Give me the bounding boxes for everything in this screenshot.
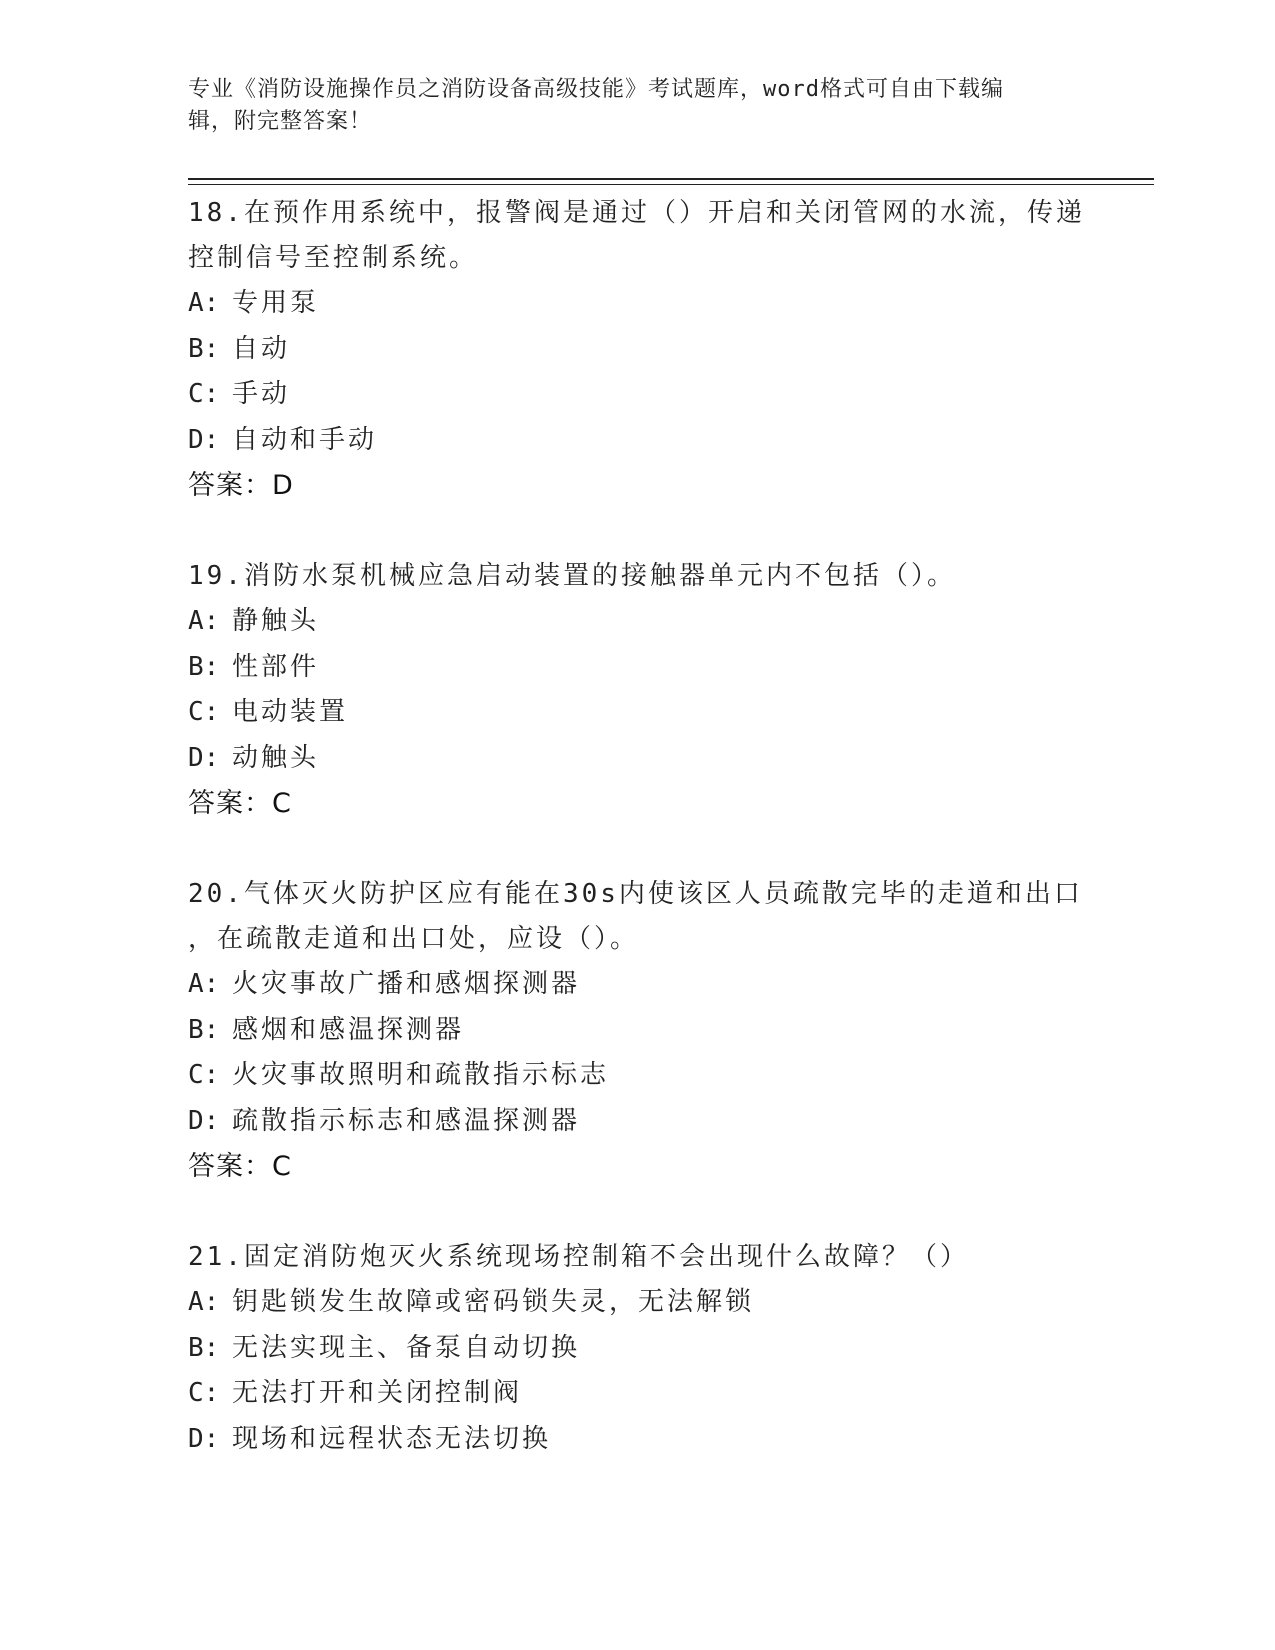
- question-stem-line: 18.在预作用系统中，报警阀是通过（）开启和关闭管网的水流，传递: [188, 198, 1085, 228]
- question-stem: [188, 191, 1088, 281]
- answer-line: 答案：D: [188, 470, 294, 501]
- option-text: 感烟和感温探测器: [232, 1014, 465, 1045]
- answer-line: 答案：C: [188, 1151, 292, 1182]
- option-key: C:: [188, 697, 220, 727]
- option-key: A:: [188, 606, 220, 636]
- option-key: B:: [188, 651, 220, 682]
- option-text: 静触头: [232, 606, 320, 636]
- option-d: [188, 418, 1088, 464]
- option-d: [188, 736, 1088, 782]
- header-rule-thick: [188, 178, 1154, 180]
- option-text: 疏散指示标志和感温探测器: [232, 1105, 581, 1136]
- option-text: 性部件: [232, 651, 320, 682]
- header-line-1: 专业《消防设施操作员之消防设备高级技能》考试题库，word格式可自由下载编: [188, 77, 1004, 102]
- question-stem-line: 控制信号至控制系统。: [188, 243, 479, 273]
- option-key: C:: [188, 1378, 220, 1408]
- option-a: [188, 281, 1088, 327]
- option-b: [188, 645, 1088, 691]
- option-d: [188, 1417, 1088, 1463]
- option-a: [188, 962, 1088, 1008]
- option-key: B:: [188, 1014, 220, 1045]
- question-stem-line: ，在疏散走道和出口处，应设（）。: [188, 924, 640, 954]
- option-c: [188, 1053, 1088, 1099]
- question-stem-line: 21.固定消防炮灭火系统现场控制箱不会出现什么故障？（）: [188, 1242, 969, 1272]
- question-stem-line: 20.气体灭火防护区应有能在30s内使该区人员疏散完毕的走道和出口: [188, 879, 1083, 909]
- option-c: [188, 1371, 1088, 1417]
- option-c: [188, 372, 1088, 418]
- option-b: [188, 327, 1088, 373]
- option-text: 手动: [232, 379, 291, 409]
- question-18: [188, 191, 1088, 508]
- option-text: 钥匙锁发生故障或密码锁失灵，无法解锁: [232, 1287, 755, 1317]
- option-key: A:: [188, 1287, 220, 1317]
- option-text: 动触头: [232, 742, 320, 773]
- option-a: [188, 599, 1088, 645]
- option-key: B:: [188, 1332, 220, 1363]
- question-stem: [188, 1235, 1088, 1280]
- option-key: D:: [188, 1105, 220, 1136]
- answer-line: 答案：C: [188, 788, 292, 819]
- question-20: [188, 872, 1088, 1189]
- option-d: [188, 1099, 1088, 1145]
- option-text: 专用泵: [232, 288, 320, 318]
- question-list: [188, 191, 1088, 1508]
- option-c: [188, 690, 1088, 736]
- option-text: 无法实现主、备泵自动切换: [232, 1332, 581, 1363]
- option-key: B:: [188, 333, 220, 364]
- option-text: 自动: [232, 333, 291, 364]
- option-key: D:: [188, 424, 220, 455]
- option-text: 电动装置: [232, 697, 349, 727]
- option-key: C:: [188, 379, 220, 409]
- option-b: [188, 1326, 1088, 1372]
- header-line-2: 辑，附完整答案！: [188, 109, 373, 134]
- option-text: 火灾事故广播和感烟探测器: [232, 969, 581, 999]
- header-rule-thin: [188, 184, 1154, 185]
- option-key: D:: [188, 1423, 220, 1454]
- question-stem: [188, 872, 1088, 962]
- option-text: 火灾事故照明和疏散指示标志: [232, 1060, 610, 1090]
- option-text: 无法打开和关闭控制阀: [232, 1378, 523, 1408]
- document-header: [188, 74, 1088, 138]
- option-a: [188, 1280, 1088, 1326]
- question-19: [188, 554, 1088, 826]
- option-text: 现场和远程状态无法切换: [232, 1423, 552, 1454]
- option-key: A:: [188, 969, 220, 999]
- option-text: 自动和手动: [232, 424, 378, 455]
- option-key: A:: [188, 288, 220, 318]
- option-key: D:: [188, 742, 220, 773]
- question-stem: [188, 554, 1088, 599]
- question-21: [188, 1235, 1088, 1462]
- option-key: C:: [188, 1060, 220, 1090]
- question-stem-line: 19.消防水泵机械应急启动装置的接触器单元内不包括（）。: [188, 561, 956, 591]
- option-b: [188, 1008, 1088, 1054]
